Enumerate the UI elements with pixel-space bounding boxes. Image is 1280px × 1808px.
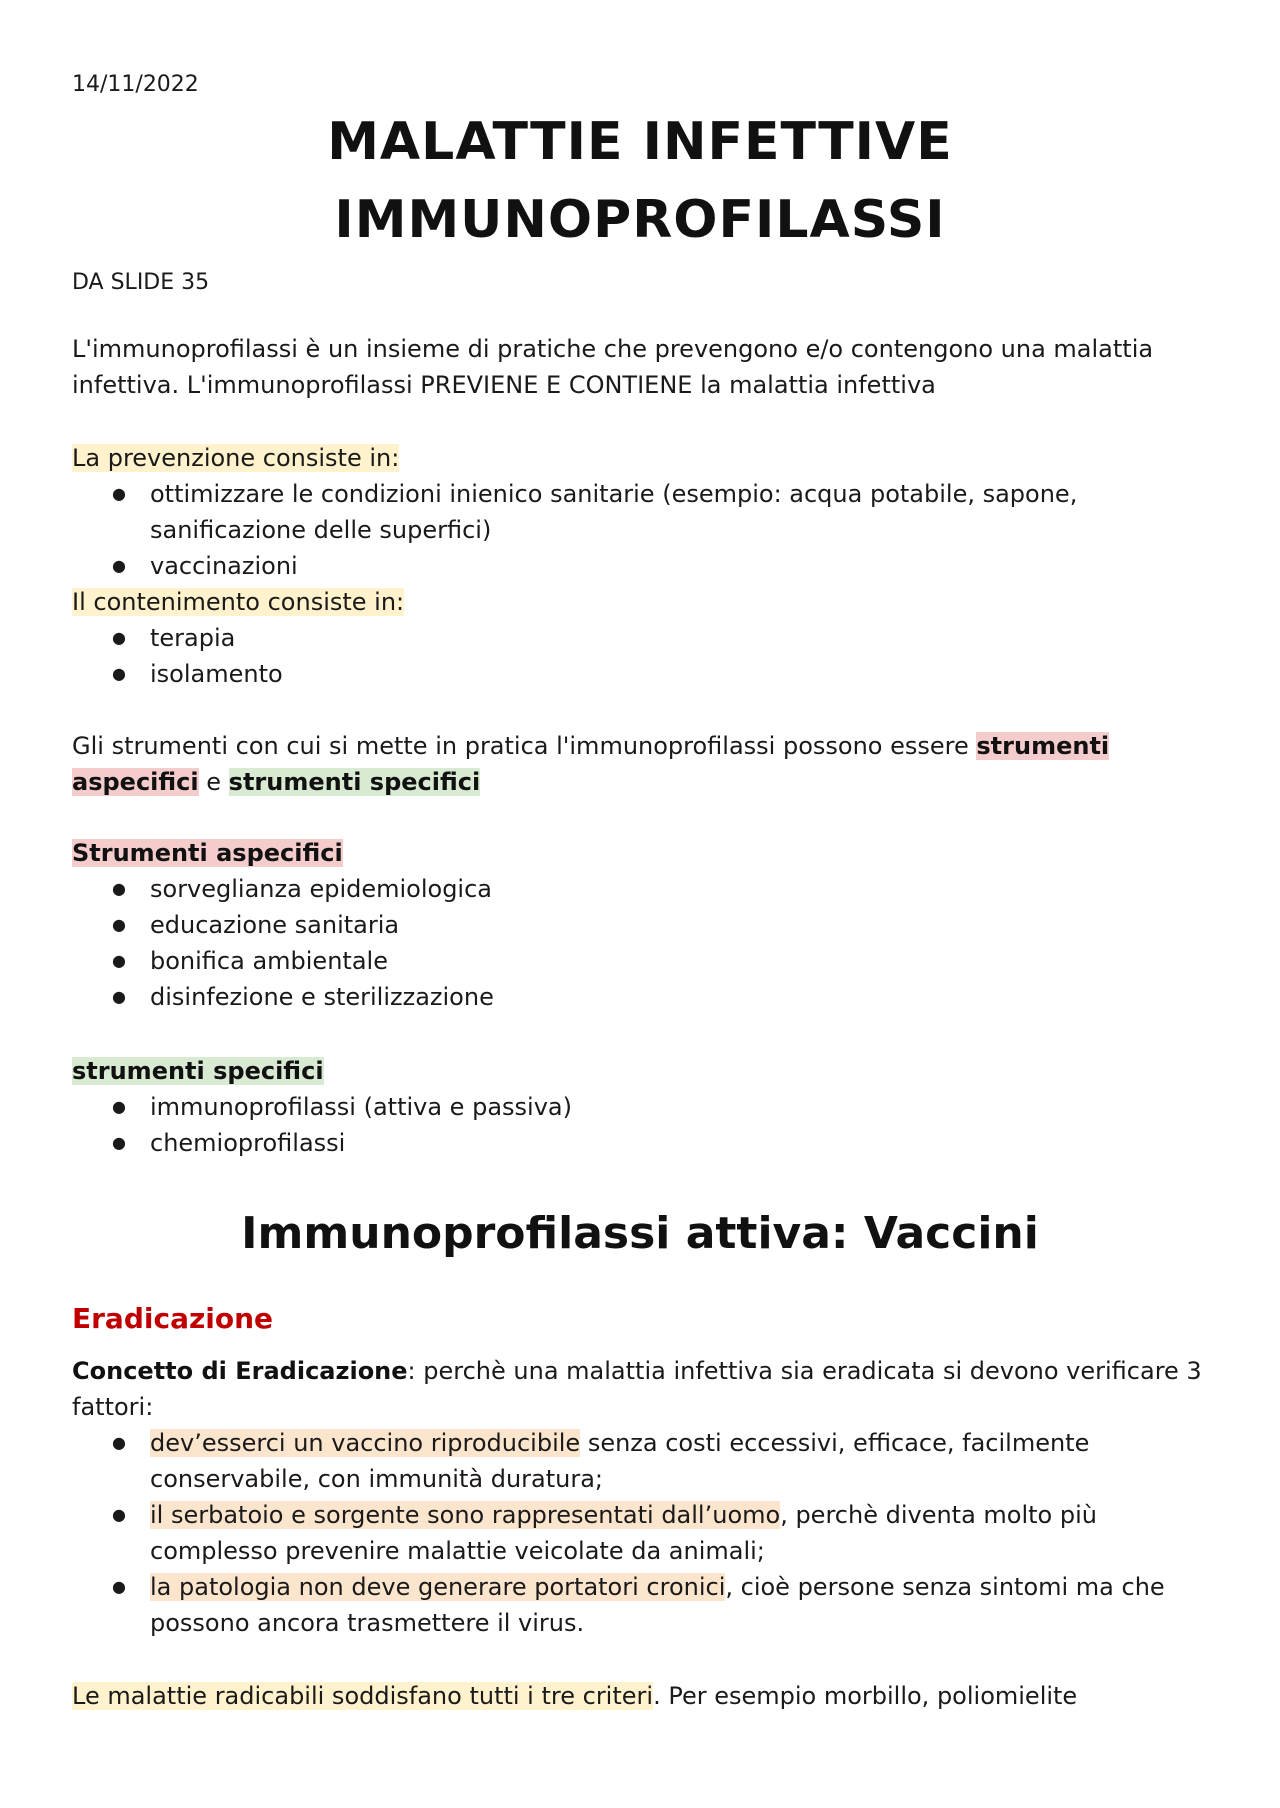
intro-text: L'immunoprofilassi è un insieme di pratiche che prevengono e/o contengono una malattia infettiva. L'immunoprofilassi PREVIENE E CONTIENE la malattia infettiva (72, 335, 1154, 399)
list-item: ● ottimizzare le condizioni inienico sanitarie (esempio: acqua potabile, sapone, sanificazione delle superfici) (72, 476, 1212, 548)
list-item: ● disinfezione e sterilizzazione (72, 979, 1212, 1015)
criterion-highlight: dev’esserci un vaccino riproducibile (150, 1429, 581, 1457)
criterion-highlight: la patologia non deve generare portatori cronici (150, 1573, 726, 1601)
prevention-containment-section (72, 440, 1212, 692)
conclusion-highlight: Le malattie radicabili soddisfano tutti i tre criteri (72, 1682, 654, 1710)
list-item: ● bonifica ambientale (72, 943, 1212, 979)
list-item: ● educazione sanitaria (72, 907, 1212, 943)
title-line-1: MALATTIE INFETTIVE (327, 112, 953, 172)
criterion-text: , perchè diventa molto più complesso prevenire malattie veicolate da animali; (150, 1501, 1097, 1565)
specifici-heading: strumenti specifici (72, 1057, 324, 1085)
criterion-highlight: il serbatoio e sorgente sono rappresentati dall’uomo (150, 1501, 781, 1529)
strumenti-intro (72, 728, 1212, 800)
list-item (72, 1569, 1212, 1641)
list-item: ● chemioprofilassi (72, 1125, 1212, 1161)
section-title: Immunoprofilassi attiva: Vaccini (241, 1208, 1039, 1259)
criteria-list (72, 1425, 1212, 1641)
eradicazione-section (72, 1353, 1212, 1641)
conclusion-text: . Per esempio morbillo, poliomielite (653, 1682, 1078, 1710)
criterion-text: , cioè persone senza sintomi ma che possono ancora trasmettere il virus. (150, 1573, 1165, 1637)
concept-text: : perchè una malattia infettiva sia eradicata si devono verificare 3 fattori: (72, 1357, 1202, 1421)
list-item: ● isolamento (72, 656, 1212, 692)
list-item: ● vaccinazioni (72, 548, 1212, 584)
concept-bold: Concetto di Eradicazione (72, 1357, 408, 1385)
aspecifici-list (72, 871, 1212, 1015)
strumenti-aspecifici-term: strumenti aspecifici (72, 732, 1110, 796)
prevenzione-list (72, 476, 1212, 584)
title-line-2: IMMUNOPROFILASSI (334, 190, 946, 250)
contenimento-list (72, 620, 1212, 692)
strumenti-conj: e (198, 768, 229, 796)
conclusion-paragraph (72, 1678, 1212, 1714)
strumenti-intro-text: Gli strumenti con cui si mette in pratica l'immunoprofilassi possono essere (72, 732, 977, 760)
strumenti-specifici-term: strumenti specifici (228, 768, 481, 796)
list-item (72, 1497, 1212, 1569)
date: 14/11/2022 (72, 72, 199, 97)
list-item: ● immunoprofilassi (attiva e passiva) (72, 1089, 1212, 1125)
eradicazione-heading: Eradicazione (72, 1302, 274, 1335)
slide-reference: DA SLIDE 35 (72, 270, 210, 295)
prevenzione-heading: La prevenzione consiste in: (72, 444, 400, 472)
intro-paragraph (72, 331, 1212, 403)
specifici-section (72, 1053, 1212, 1161)
specifici-list (72, 1089, 1212, 1161)
contenimento-heading: Il contenimento consiste in: (72, 588, 405, 616)
list-item (72, 1425, 1212, 1497)
criterion-text: senza costi eccessivi, efficace, facilmente conservabile, con immunità duratura; (150, 1429, 1090, 1493)
aspecifici-heading: Strumenti aspecifici (72, 839, 343, 867)
aspecifici-section (72, 835, 1212, 1015)
list-item: ● terapia (72, 620, 1212, 656)
list-item: ● sorveglianza epidemiologica (72, 871, 1212, 907)
